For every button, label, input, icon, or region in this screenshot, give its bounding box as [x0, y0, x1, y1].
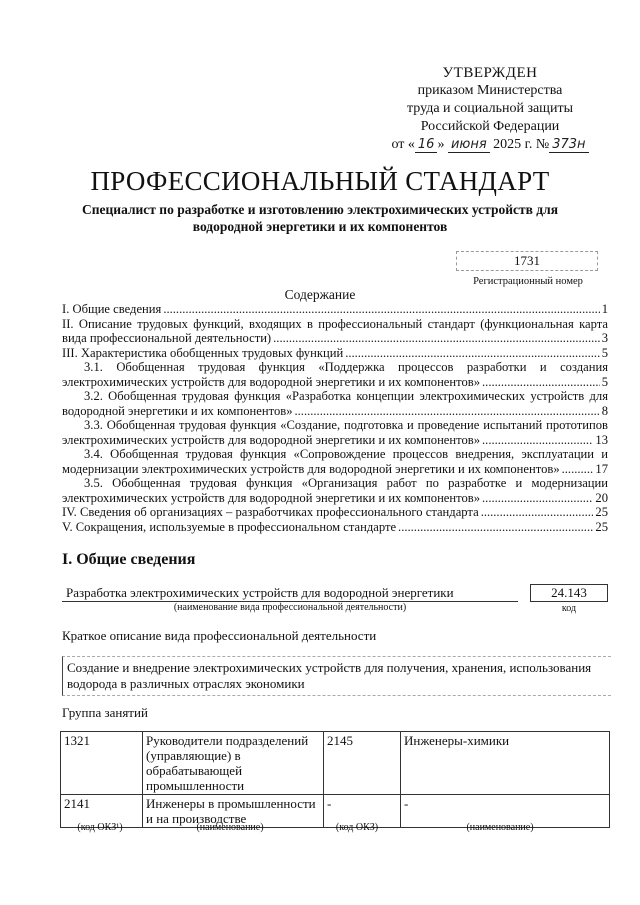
occupation-name-cell: - — [401, 795, 610, 828]
toc-entry-text: V. Сокращения, используемые в профессиональном стандарте — [62, 519, 397, 534]
toc-entry-text-cont: вида профессиональной деятельности) — [62, 331, 272, 345]
standard-name-line2: водородной энергетики и их компонентов — [192, 219, 448, 234]
toc-entry-page: 3 — [601, 331, 608, 345]
date-prefix: от « — [391, 137, 415, 152]
activity-code: 24.143 — [530, 584, 608, 602]
okz-code-cell: - — [324, 795, 401, 828]
toc-entry-text-cont: электрохимических устройств для водородной энергетики и их компонентов» — [62, 432, 481, 447]
toc-entry-page: 20 — [595, 490, 608, 505]
brief-description-line2: водорода в различных отраслях экономики — [67, 676, 305, 691]
toc-entry[interactable] — [62, 476, 608, 505]
table-row — [61, 732, 610, 795]
toc-entry-text: 3.5. Обобщенная трудовая функция «Организация работ по разработке и модернизации — [84, 476, 608, 490]
section-heading: I. Общие сведения — [62, 551, 196, 568]
toc-entry[interactable] — [62, 360, 608, 389]
toc-entry-page: 8 — [601, 403, 608, 418]
occupation-name-cell: Руководители подразделений (управляющие) в обрабатывающей промышленности — [143, 732, 324, 795]
toc-entry[interactable] — [62, 520, 608, 535]
toc-entry[interactable] — [62, 447, 608, 476]
toc-entry-page: 25 — [595, 519, 608, 534]
standard-name — [40, 201, 600, 235]
occupation-name-cell: Инженеры в промышленности и на производстве — [143, 795, 324, 828]
approval-line-country: Российской Федерации — [420, 119, 560, 134]
toc-entry-text-cont: модернизации электрохимических устройств для водородной энергетики и их компонентов» — [62, 461, 560, 476]
toc-entry-page: 5 — [601, 345, 608, 360]
brief-description-line1: Создание и внедрение электрохимических устройств для получения, хранения, использования — [67, 660, 592, 675]
approval-line-ministry: труда и социальной защиты — [407, 101, 573, 116]
date-year: 2025 г. № — [493, 137, 550, 152]
occupation-table — [60, 731, 610, 828]
approval-date-line — [370, 136, 610, 154]
approval-line-order: приказом Министерства — [417, 83, 563, 98]
date-day: 16 — [415, 137, 438, 153]
toc-entry-page: 17 — [595, 461, 608, 476]
okz-code-label: (код ОКЗ) — [335, 822, 379, 833]
activity-code-label: код — [561, 603, 577, 614]
occupation-name-cell: Инженеры-химики — [401, 732, 610, 795]
toc-entry-text: IV. Сведения об организациях – разработчиках профессионального стандарта — [62, 505, 479, 519]
toc-entry-text-cont: электрохимических устройств для водородной энергетики и их компонентов» — [62, 490, 481, 505]
toc-entry[interactable] — [62, 418, 608, 447]
toc-entry[interactable] — [62, 317, 608, 346]
toc-entry-page: 25 — [595, 505, 608, 519]
toc-entry-text: I. Общие сведения — [62, 302, 162, 316]
toc-entry-text-cont: водородной энергетики и их компонентов» — [62, 403, 293, 418]
toc-entry-text-cont: электрохимических устройств для водородной энергетики и их компонентов» — [62, 374, 481, 389]
registration-number-box: 1731 — [456, 251, 598, 271]
activity-name: Разработка электрохимических устройств для водородной энергетики — [62, 585, 518, 602]
toc-entry-text: 3.2. Обобщенная трудовая функция «Разработка концепции электрохимических устройств для — [84, 389, 608, 403]
toc-entry-text: 3.4. Обобщенная трудовая функция «Сопровождение процессов внедрения, эксплуатации и — [84, 447, 608, 461]
okz-code-cell: 2141 — [61, 795, 143, 828]
approval-block — [370, 64, 610, 154]
toc-entry[interactable] — [62, 346, 608, 361]
approval-heading: УТВЕРЖДЕН — [442, 65, 538, 81]
document-title: ПРОФЕССИОНАЛЬНЫЙ СТАНДАРТ — [90, 166, 550, 196]
registration-number-label: Регистрационный номер — [473, 276, 583, 287]
toc-entry-page: 1 — [601, 302, 608, 316]
toc-entry-text: 3.3. Обобщенная трудовая функция «Создание, подготовка и проведение испытаний прототипов — [84, 418, 608, 432]
table-of-contents — [62, 302, 608, 534]
toc-entry-page: 13 — [595, 432, 608, 447]
toc-entry-text: II. Описание трудовых функций, входящих в профессиональный стандарт (функциональная карта — [62, 316, 608, 331]
occupation-name-label: (наименование) — [466, 822, 534, 833]
toc-entry[interactable] — [62, 302, 608, 317]
okz-code-cell: 2145 — [324, 732, 401, 795]
toc-entry[interactable] — [62, 389, 608, 418]
toc-entry-text: III. Характеристика обобщенных трудовых функций — [62, 345, 344, 360]
date-mid: » — [437, 137, 445, 152]
activity-name-label: (наименование вида профессиональной деятельности) — [173, 602, 407, 613]
toc-entry-text: 3.1. Обобщенная трудовая функция «Поддержка процессов разработки и создания — [84, 360, 608, 374]
okz-code-cell: 1321 — [61, 732, 143, 795]
occupation-name-label: (наименование) — [196, 822, 264, 833]
toc-entry-page: 5 — [601, 374, 608, 389]
okz-code-label: (код ОКЗ¹) — [77, 822, 123, 833]
date-month: июня — [448, 137, 490, 153]
order-number: 373н — [549, 137, 588, 153]
toc-title: Содержание — [284, 287, 356, 302]
toc-entry[interactable] — [62, 505, 608, 520]
occupation-group-title: Группа занятий — [62, 705, 148, 720]
standard-name-line1: Специалист по разработке и изготовлению электрохимических устройств для — [82, 202, 558, 217]
brief-description-title: Краткое описание вида профессиональной деятельности — [62, 628, 377, 643]
brief-description — [62, 656, 611, 696]
